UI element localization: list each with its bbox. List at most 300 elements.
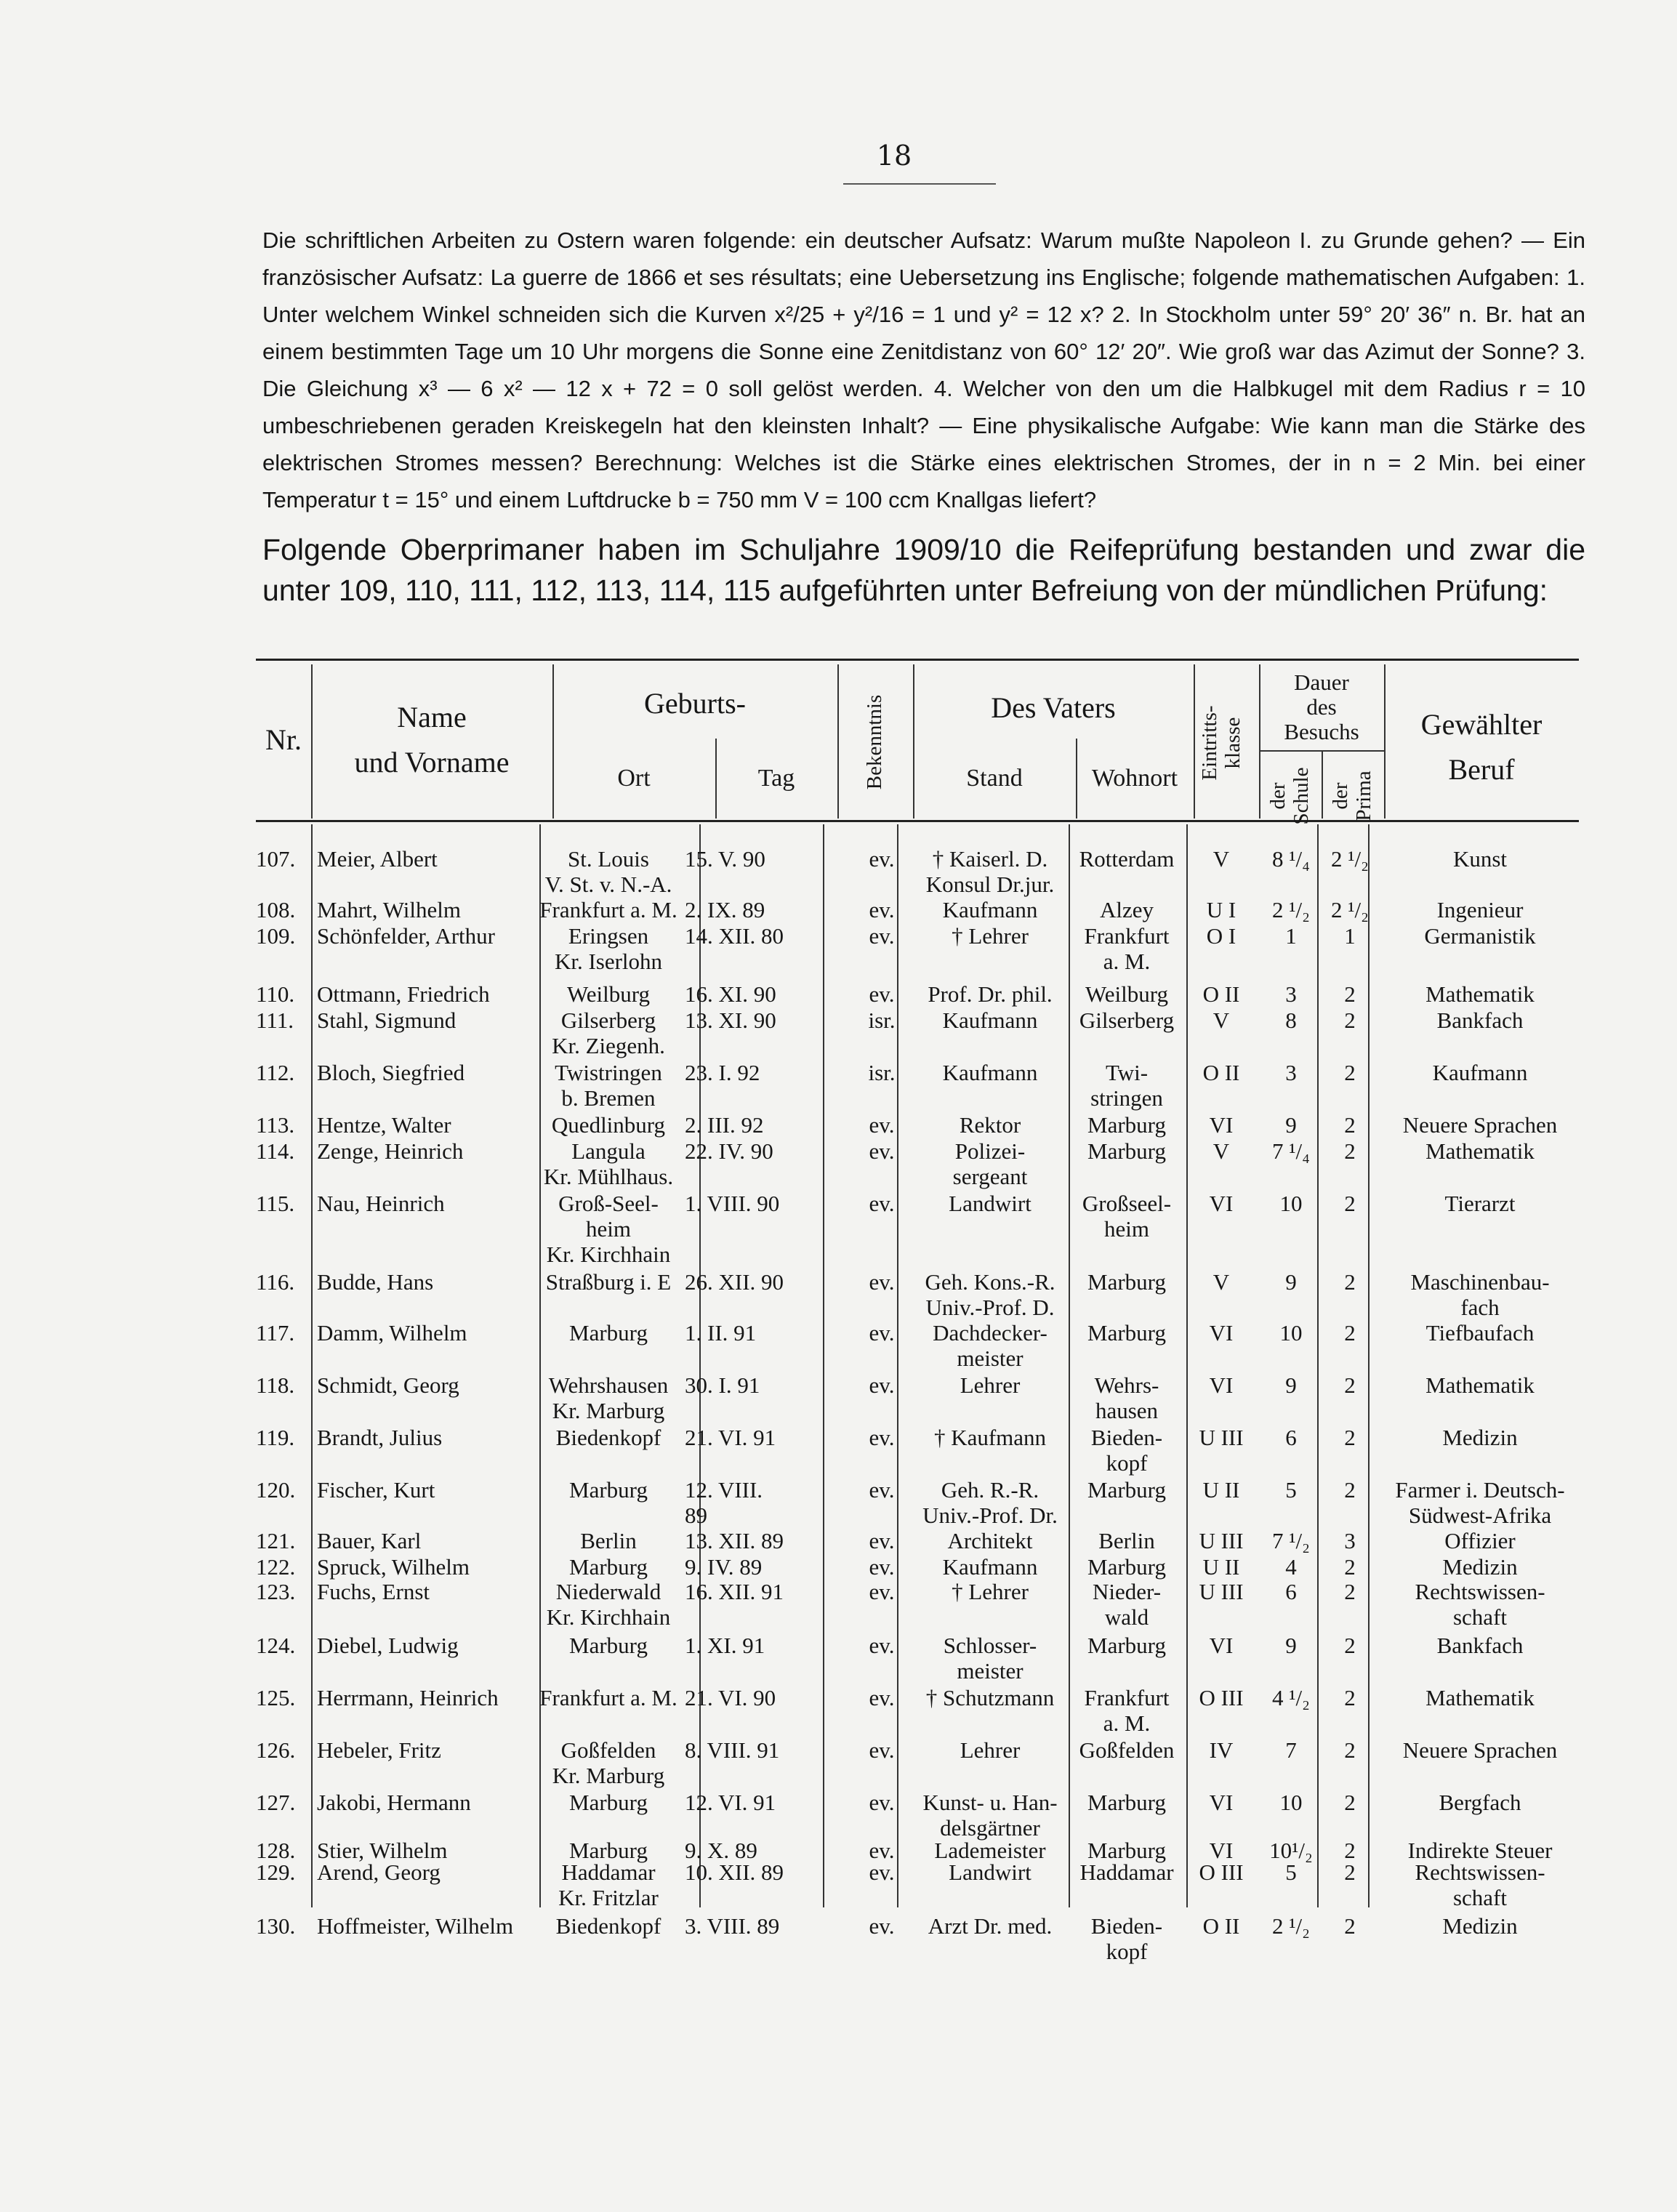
cell-tag: 1. XI. 91 <box>685 1633 765 1658</box>
cell-name: Zenge, Heinrich <box>317 1138 464 1164</box>
cell-stand: † Kaiserl. D. Konsul Dr.jur. <box>925 846 1055 897</box>
cell-ort: Berlin <box>580 1528 637 1553</box>
cell-ort: Weilburg <box>566 981 651 1007</box>
table-row <box>256 1685 1579 1737</box>
cell-ort: Marburg <box>569 1554 648 1580</box>
cell-wohnort: Marburg <box>1087 1633 1166 1658</box>
cell-prima: 2 <box>1344 1060 1356 1085</box>
cell-nr: 110. <box>256 981 295 1007</box>
cell-ort: Eringsen Kr. Iserlohn <box>554 923 663 974</box>
cell-wohnort: Marburg <box>1087 1790 1166 1815</box>
cell-stand: † Kaufmann <box>933 1425 1047 1450</box>
cell-beruf: Mathematik <box>1425 1685 1535 1710</box>
cell-name: Herrmann, Heinrich <box>317 1685 499 1710</box>
cell-ort: St. Louis V. St. v. N.-A. <box>544 846 672 897</box>
cell-bekenntnis: ev. <box>869 1528 895 1553</box>
cell-prima: 2 <box>1344 1191 1356 1216</box>
cell-prima: 2 <box>1344 1633 1356 1658</box>
cell-name: Hebeler, Fritz <box>317 1737 441 1763</box>
cell-schule: 10¹/₂ <box>1269 1838 1313 1863</box>
cell-schule: 8 ¹/₄ <box>1272 846 1310 872</box>
cell-beruf: Neuere Sprachen <box>1402 1112 1558 1138</box>
cell-schule: 6 <box>1285 1579 1297 1604</box>
cell-beruf: Bankfach <box>1436 1008 1524 1033</box>
cell-bekenntnis: ev. <box>869 897 895 922</box>
cell-nr: 111. <box>256 1008 294 1033</box>
cell-prima: 2 <box>1344 1138 1356 1164</box>
cell-stand: Geh. R.-R. Univ.-Prof. Dr. <box>922 1477 1058 1528</box>
cell-tag: 14. XII. 80 <box>685 923 784 949</box>
table-row <box>256 1320 1579 1372</box>
cell-wohnort: Berlin <box>1098 1528 1155 1553</box>
cell-nr: 129. <box>256 1859 296 1885</box>
cell-name: Mahrt, Wilhelm <box>317 897 461 922</box>
cell-ort: Haddamar Kr. Fritzlar <box>558 1859 659 1910</box>
cell-beruf: Rechtswissen- schaft <box>1415 1579 1545 1630</box>
header-des-vaters: Des Vaters <box>991 691 1116 724</box>
cell-klasse: U I <box>1206 897 1236 922</box>
table-row <box>256 1425 1579 1477</box>
cell-wohnort: Gilserberg <box>1079 1008 1175 1033</box>
cell-beruf: Ingenieur <box>1436 897 1524 922</box>
cell-name: Diebel, Ludwig <box>317 1633 459 1658</box>
cell-ort: Gilserberg Kr. Ziegenh. <box>552 1008 665 1058</box>
cell-nr: 109. <box>256 923 296 949</box>
cell-bekenntnis: ev. <box>869 1913 895 1939</box>
cell-ort: Biedenkopf <box>555 1425 661 1450</box>
cell-nr: 126. <box>256 1737 296 1763</box>
cell-prima: 2 ¹/₂ <box>1331 846 1369 872</box>
cell-beruf: Medizin <box>1442 1425 1518 1450</box>
cell-stand: Schlosser- meister <box>943 1633 1037 1684</box>
cell-wohnort: Twi- stringen <box>1090 1060 1163 1111</box>
cell-prima: 1 <box>1344 923 1356 949</box>
cell-ort: Groß-Seel- heim Kr. Kirchhain <box>546 1191 671 1267</box>
cell-ort: Marburg <box>569 1477 648 1503</box>
header-divider <box>1194 664 1195 819</box>
cell-beruf: Mathematik <box>1425 1372 1535 1398</box>
cell-klasse: VI <box>1209 1633 1234 1658</box>
cell-ort: Marburg <box>569 1633 648 1658</box>
cell-name: Brandt, Julius <box>317 1425 443 1450</box>
cell-ort: Goßfelden Kr. Marburg <box>552 1737 665 1788</box>
cell-nr: 117. <box>256 1320 295 1346</box>
cell-beruf: Mathematik <box>1425 981 1535 1007</box>
cell-beruf: Medizin <box>1442 1913 1518 1939</box>
cell-ort: Marburg <box>569 1320 648 1346</box>
cell-beruf: Bankfach <box>1436 1633 1524 1658</box>
cell-schule: 8 <box>1285 1008 1297 1033</box>
cell-beruf: Maschinenbau- fach <box>1410 1269 1550 1320</box>
cell-bekenntnis: ev. <box>869 981 895 1007</box>
table-row <box>256 1372 1579 1425</box>
cell-prima: 2 <box>1344 1838 1356 1863</box>
cell-bekenntnis: ev. <box>869 846 895 872</box>
cell-nr: 130. <box>256 1913 296 1939</box>
cell-stand: Kaufmann <box>942 1060 1038 1085</box>
table-top-rule <box>256 659 1579 661</box>
cell-wohnort: Alzey <box>1099 897 1154 922</box>
cell-prima: 2 <box>1344 1269 1356 1295</box>
cell-bekenntnis: ev. <box>869 1633 895 1658</box>
cell-bekenntnis: ev. <box>869 1685 895 1710</box>
header-sub-rule <box>1259 750 1384 752</box>
cell-bekenntnis: ev. <box>869 923 895 949</box>
cell-tag: 13. XI. 90 <box>685 1008 776 1033</box>
header-wohnort: Wohnort <box>1091 765 1178 792</box>
cell-stand: † Lehrer <box>952 923 1029 949</box>
cell-schule: 7 <box>1285 1737 1297 1763</box>
cell-name: Bloch, Siegfried <box>317 1060 465 1085</box>
cell-name: Fuchs, Ernst <box>317 1579 430 1604</box>
cell-klasse: O II <box>1202 1913 1240 1939</box>
cell-wohnort: Bieden- kopf <box>1090 1425 1163 1476</box>
cell-ort: Niederwald Kr. Kirchhain <box>546 1579 671 1630</box>
cell-prima: 2 <box>1344 1913 1356 1939</box>
cell-beruf: Germanistik <box>1424 923 1536 949</box>
cell-wohnort: Nieder- wald <box>1092 1579 1162 1630</box>
cell-name: Arend, Georg <box>317 1859 441 1885</box>
cell-prima: 2 <box>1344 1790 1356 1815</box>
cell-tag: 9. X. 89 <box>685 1838 757 1863</box>
table-row <box>256 1008 1579 1060</box>
cell-nr: 112. <box>256 1060 295 1085</box>
cell-klasse: V <box>1212 846 1230 872</box>
cell-schule: 9 <box>1285 1269 1297 1295</box>
cell-bekenntnis: ev. <box>869 1859 895 1885</box>
cell-klasse: O III <box>1199 1685 1244 1710</box>
cell-klasse: VI <box>1209 1191 1234 1216</box>
cell-tag: 16. XI. 90 <box>685 981 776 1007</box>
cell-tag: 10. XII. 89 <box>685 1859 784 1885</box>
cell-prima: 2 ¹/₂ <box>1331 897 1369 922</box>
cell-tag: 13. XII. 89 <box>685 1528 784 1553</box>
header-der-schule: der Schule <box>1266 767 1313 825</box>
cell-schule: 10 <box>1279 1320 1303 1346</box>
cell-klasse: VI <box>1209 1372 1234 1398</box>
cell-ort: Biedenkopf <box>555 1913 661 1939</box>
cell-tag: 12. VIII. 89 <box>685 1477 763 1528</box>
cell-schule: 5 <box>1285 1859 1297 1885</box>
cell-schule: 4 ¹/₂ <box>1272 1685 1310 1710</box>
cell-klasse: VI <box>1209 1320 1234 1346</box>
cell-wohnort: Rotterdam <box>1079 846 1175 872</box>
cell-schule: 3 <box>1285 981 1297 1007</box>
cell-beruf: Offizier <box>1444 1528 1516 1553</box>
cell-prima: 2 <box>1344 1425 1356 1450</box>
graduates-table <box>256 659 1579 1982</box>
cell-tag: 15. V. 90 <box>685 846 765 872</box>
cell-nr: 125. <box>256 1685 296 1710</box>
cell-bekenntnis: ev. <box>869 1138 895 1164</box>
cell-tag: 21. VI. 90 <box>685 1685 776 1710</box>
cell-wohnort: Weilburg <box>1085 981 1169 1007</box>
cell-name: Damm, Wilhelm <box>317 1320 467 1346</box>
cell-stand: Lademeister <box>934 1838 1046 1863</box>
cell-stand: Lehrer <box>960 1737 1021 1763</box>
cell-bekenntnis: isr. <box>868 1060 896 1085</box>
cell-prima: 3 <box>1344 1528 1356 1553</box>
cell-tag: 21. VI. 91 <box>685 1425 776 1450</box>
cell-nr: 128. <box>256 1838 296 1863</box>
cell-tag: 1. VIII. 90 <box>685 1191 780 1216</box>
cell-wohnort: Wehrs- hausen <box>1094 1372 1159 1423</box>
cell-nr: 116. <box>256 1269 295 1295</box>
cell-klasse: VI <box>1209 1838 1234 1863</box>
cell-schule: 7 ¹/₄ <box>1272 1138 1310 1164</box>
cell-tag: 16. XII. 91 <box>685 1579 784 1604</box>
cell-nr: 114. <box>256 1138 295 1164</box>
cell-stand: Rektor <box>959 1112 1021 1138</box>
cell-name: Hoffmeister, Wilhelm <box>317 1913 514 1939</box>
cell-wohnort: Marburg <box>1087 1477 1166 1503</box>
cell-name: Spruck, Wilhelm <box>317 1554 470 1580</box>
cell-tag: 3. VIII. 89 <box>685 1913 780 1939</box>
cell-bekenntnis: ev. <box>869 1320 895 1346</box>
cell-stand: Landwirt <box>949 1191 1031 1216</box>
cell-stand: Architekt <box>947 1528 1033 1553</box>
cell-schule: 4 <box>1285 1554 1297 1580</box>
cell-beruf: Kunst <box>1452 846 1508 872</box>
cell-prima: 2 <box>1344 1372 1356 1398</box>
cell-klasse: O III <box>1199 1859 1244 1885</box>
cell-stand: Kaufmann <box>942 1554 1038 1580</box>
cell-stand: Kaufmann <box>942 897 1038 922</box>
cell-prima: 2 <box>1344 1112 1356 1138</box>
cell-schule: 9 <box>1285 1633 1297 1658</box>
cell-beruf: Mathematik <box>1425 1138 1535 1164</box>
cell-wohnort: Frankfurt a. M. <box>1084 1685 1170 1736</box>
table-row <box>256 1579 1579 1631</box>
cell-bekenntnis: ev. <box>869 1477 895 1503</box>
cell-schule: 9 <box>1285 1372 1297 1398</box>
cell-tag: 9. IV. 89 <box>685 1554 763 1580</box>
cell-stand: Lehrer <box>960 1372 1021 1398</box>
header-name: Name und Vorname <box>354 701 510 779</box>
header-eintrittsklasse: Eintritts- klasse <box>1198 705 1244 781</box>
cell-tag: 26. XII. 90 <box>685 1269 784 1295</box>
cell-klasse: VI <box>1209 1112 1234 1138</box>
cell-name: Budde, Hans <box>317 1269 434 1295</box>
cell-bekenntnis: ev. <box>869 1790 895 1815</box>
cell-nr: 123. <box>256 1579 296 1604</box>
table-row <box>256 1477 1579 1529</box>
cell-klasse: V <box>1212 1008 1230 1033</box>
cell-name: Nau, Heinrich <box>317 1191 445 1216</box>
cell-schule: 2 ¹/₂ <box>1272 1913 1310 1939</box>
cell-beruf: Bergfach <box>1439 1790 1521 1815</box>
cell-klasse: U III <box>1199 1425 1244 1450</box>
cell-bekenntnis: isr. <box>868 1008 896 1033</box>
table-header-rule <box>256 820 1579 822</box>
graduates-heading: Folgende Oberprimaner haben im Schuljahre 1909/10 die Reifeprüfung bestanden und zwar die unter 109, 110, 111, 112, 113, 114, 115 aufgeführten unter Befreiung von der mündlichen Prüfung: <box>262 533 1585 607</box>
cell-klasse: O II <box>1202 981 1240 1007</box>
cell-schule: 7 ¹/₂ <box>1272 1528 1310 1553</box>
cell-name: Hentze, Walter <box>317 1112 451 1138</box>
cell-klasse: VI <box>1209 1790 1234 1815</box>
cell-stand: Geh. Kons.-R. Univ.-Prof. D. <box>925 1269 1055 1320</box>
cell-prima: 2 <box>1344 1685 1356 1710</box>
cell-ort: Twistringen b. Bremen <box>555 1060 662 1111</box>
table-row <box>256 1060 1579 1112</box>
cell-tag: 22. IV. 90 <box>685 1138 773 1164</box>
header-divider <box>837 664 839 819</box>
table-row <box>256 1191 1579 1267</box>
cell-nr: 120. <box>256 1477 296 1503</box>
header-geburts: Geburts- <box>644 687 746 720</box>
cell-prima: 2 <box>1344 1737 1356 1763</box>
header-bekenntnis: Bekenntnis <box>863 694 886 790</box>
header-nr: Nr. <box>265 723 302 756</box>
cell-stand: † Lehrer <box>952 1579 1029 1604</box>
cell-schule: 9 <box>1285 1112 1297 1138</box>
cell-name: Bauer, Karl <box>317 1528 422 1553</box>
cell-ort: Marburg <box>569 1790 648 1815</box>
cell-ort: Frankfurt a. M. <box>539 897 677 922</box>
cell-bekenntnis: ev. <box>869 1112 895 1138</box>
cell-nr: 118. <box>256 1372 295 1398</box>
cell-schule: 10 <box>1279 1790 1303 1815</box>
cell-prima: 2 <box>1344 1859 1356 1885</box>
cell-stand: Kunst- u. Han- delsgärtner <box>922 1790 1058 1841</box>
cell-wohnort: Marburg <box>1087 1269 1166 1295</box>
cell-tag: 2. IX. 89 <box>685 897 765 922</box>
cell-klasse: V <box>1212 1138 1230 1164</box>
cell-prima: 2 <box>1344 1579 1356 1604</box>
cell-wohnort: Großseel- heim <box>1082 1191 1172 1242</box>
cell-bekenntnis: ev. <box>869 1269 895 1295</box>
cell-beruf: Neuere Sprachen <box>1402 1737 1558 1763</box>
cell-schule: 6 <box>1285 1425 1297 1450</box>
cell-klasse: U II <box>1202 1554 1240 1580</box>
header-ort: Ort <box>617 765 651 792</box>
cell-klasse: IV <box>1209 1737 1234 1763</box>
cell-prima: 2 <box>1344 1477 1356 1503</box>
cell-beruf: Farmer i. Deutsch- Südwest-Afrika <box>1395 1477 1565 1528</box>
cell-nr: 121. <box>256 1528 296 1553</box>
cell-stand: † Schutzmann <box>925 1685 1055 1710</box>
cell-tag: 30. I. 91 <box>685 1372 760 1398</box>
cell-nr: 119. <box>256 1425 295 1450</box>
cell-name: Schmidt, Georg <box>317 1372 459 1398</box>
table-row <box>256 1913 1579 1966</box>
cell-beruf: Tiefbaufach <box>1425 1320 1535 1346</box>
cell-bekenntnis: ev. <box>869 1554 895 1580</box>
cell-nr: 127. <box>256 1790 296 1815</box>
cell-beruf: Rechtswissen- schaft <box>1415 1859 1545 1910</box>
cell-prima: 2 <box>1344 1554 1356 1580</box>
cell-stand: Prof. Dr. phil. <box>928 981 1053 1007</box>
cell-stand: Kaufmann <box>942 1008 1038 1033</box>
cell-wohnort: Marburg <box>1087 1838 1166 1863</box>
header-beruf: Gewählter Beruf <box>1420 708 1543 786</box>
cell-klasse: U II <box>1202 1477 1240 1503</box>
cell-bekenntnis: ev. <box>869 1737 895 1763</box>
cell-tag: 23. I. 92 <box>685 1060 760 1085</box>
header-divider <box>1322 752 1323 819</box>
cell-tag: 12. VI. 91 <box>685 1790 776 1815</box>
cell-klasse: O I <box>1206 923 1236 949</box>
cell-klasse: U III <box>1199 1528 1244 1553</box>
cell-beruf: Indirekte Steuer <box>1407 1838 1553 1863</box>
cell-nr: 122. <box>256 1554 296 1580</box>
cell-wohnort: Marburg <box>1087 1554 1166 1580</box>
cell-name: Ottmann, Friedrich <box>317 981 490 1007</box>
cell-beruf: Kaufmann <box>1432 1060 1528 1085</box>
table-row <box>256 1737 1579 1790</box>
table-row <box>256 846 1579 898</box>
header-tag: Tag <box>757 765 795 792</box>
cell-wohnort: Goßfelden <box>1079 1737 1175 1763</box>
cell-schule: 3 <box>1285 1060 1297 1085</box>
cell-klasse: U III <box>1199 1579 1244 1604</box>
page-number: 18 <box>876 140 912 172</box>
cell-ort: Langula Kr. Mühlhaus. <box>543 1138 674 1189</box>
cell-nr: 115. <box>256 1191 295 1216</box>
cell-bekenntnis: ev. <box>869 1838 895 1863</box>
cell-tag: 8. VIII. 91 <box>685 1737 780 1763</box>
cell-name: Fischer, Kurt <box>317 1477 435 1503</box>
cell-wohnort: Haddamar <box>1079 1859 1174 1885</box>
table-row <box>256 1859 1579 1912</box>
table-row <box>256 1138 1579 1191</box>
header-stand: Stand <box>966 765 1023 792</box>
cell-bekenntnis: ev. <box>869 1425 895 1450</box>
cell-ort: Wehrshausen Kr. Marburg <box>548 1372 669 1423</box>
cell-stand: Arzt Dr. med. <box>928 1913 1053 1939</box>
cell-stand: Dachdecker- meister <box>933 1320 1047 1371</box>
cell-ort: Quedlinburg <box>551 1112 666 1138</box>
cell-wohnort: Frankfurt a. M. <box>1084 923 1170 974</box>
cell-prima: 2 <box>1344 1008 1356 1033</box>
cell-tag: 1. II. 91 <box>685 1320 757 1346</box>
cell-name: Stahl, Sigmund <box>317 1008 457 1033</box>
cell-ort: Straßburg i. E <box>545 1269 672 1295</box>
cell-prima: 2 <box>1344 1320 1356 1346</box>
header-dauer: Dauer des Besuchs <box>1284 669 1359 744</box>
cell-bekenntnis: ev. <box>869 1191 895 1216</box>
page-number-rule <box>843 183 996 185</box>
table-row <box>256 923 1579 976</box>
cell-beruf: Tierarzt <box>1444 1191 1516 1216</box>
table-row <box>256 1633 1579 1685</box>
cell-wohnort: Marburg <box>1087 1320 1166 1346</box>
cell-schule: 10 <box>1279 1191 1303 1216</box>
cell-name: Schönfelder, Arthur <box>317 923 495 949</box>
cell-bekenntnis: ev. <box>869 1579 895 1604</box>
cell-schule: 1 <box>1285 923 1297 949</box>
cell-klasse: O II <box>1202 1060 1240 1085</box>
cell-name: Stier, Wilhelm <box>317 1838 448 1863</box>
cell-schule: 2 ¹/₂ <box>1272 897 1310 922</box>
table-row <box>256 1269 1579 1322</box>
header-der-prima: der Prima <box>1329 771 1375 821</box>
cell-nr: 124. <box>256 1633 296 1658</box>
cell-schule: 5 <box>1285 1477 1297 1503</box>
cell-name: Meier, Albert <box>317 846 438 872</box>
exam-tasks-paragraph: Die schriftlichen Arbeiten zu Ostern waren folgende: ein deutscher Aufsatz: Warum mußte Napoleon I. zu Grunde gehen? — Ein französischer Aufsatz: La guerre de 1866 et ses résultats; eine Uebersetzung ins Englische; folgende mathematischen Aufgaben: 1. Unter welchem Winkel schneiden sich die Kurven x²/25 + y²/16 = 1 und y² = 12 x? 2. In Stockholm unter 59° 20′ 36″ n. Br. hat an einem bestimmten Tage um 10 Uhr morgens die Sonne eine Zenitdistanz von 60° 12′ 20″. Wie groß war das Azimut der Sonne? 3. Die Gleichung x³ — 6 x² — 12 x + 72 = 0 soll gelöst werden. 4. Welcher von den um die Halbkugel mit dem Radius r = 10 umbeschriebenen geraden Kreiskegeln hat den kleinsten Inhalt? — Eine physikalische Aufgabe: Wie kann man die Stärke des elektrischen Stromes messen? Berechnung: Welches ist die Stärke eines elektrischen Stromes, der in n = 2 Min. bei einer Temperatur t = 15° und einem Luftdrucke b = 750 mm V = 100 ccm Knallgas liefert? <box>262 228 1585 512</box>
cell-stand: Landwirt <box>949 1859 1031 1885</box>
cell-tag: 2. III. 92 <box>685 1112 764 1138</box>
cell-ort: Frankfurt a. M. <box>539 1685 677 1710</box>
cell-stand: Polizei- sergeant <box>952 1138 1028 1189</box>
cell-wohnort: Bieden- kopf <box>1090 1913 1163 1964</box>
cell-name: Jakobi, Hermann <box>317 1790 471 1815</box>
cell-wohnort: Marburg <box>1087 1112 1166 1138</box>
cell-bekenntnis: ev. <box>869 1372 895 1398</box>
header-divider <box>913 664 914 819</box>
cell-ort: Marburg <box>569 1838 648 1863</box>
